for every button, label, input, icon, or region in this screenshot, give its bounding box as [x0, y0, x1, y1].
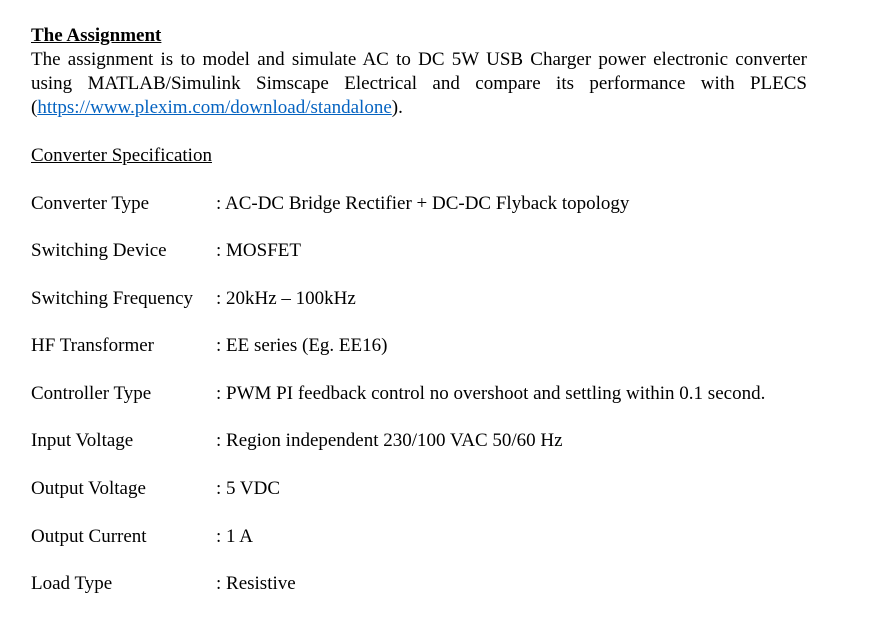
spec-row-converter-type [31, 192, 807, 216]
spec-value: : MOSFET [216, 240, 301, 262]
spec-label: Switching Frequency [31, 287, 194, 309]
spec-label: HF Transformer [31, 335, 154, 357]
plecs-download-link[interactable]: https://www.plexim.com/download/standalone [37, 97, 392, 118]
spec-row-controller-type [31, 382, 807, 406]
spec-row-load-type [31, 572, 807, 596]
spec-row-hf-transformer [31, 334, 807, 358]
assignment-paragraph [31, 48, 807, 120]
spec-row-output-current [31, 525, 807, 549]
spec-value: : 20kHz – 100kHz [216, 287, 356, 309]
spec-label: Controller Type [31, 382, 152, 404]
spec-heading: Converter Specification [31, 145, 212, 166]
spec-value: : Region independent 230/100 VAC 50/60 Hz [216, 430, 563, 452]
spec-row-input-voltage [31, 429, 807, 453]
spec-label: Output Voltage [31, 478, 146, 500]
spec-row-switching-device [31, 239, 807, 263]
assignment-text: The assignment is to model and simulate AC to DC 5W USB Charger power electronic converter using MATLAB/Simulink Simscape Electrical and compare its performance with PLECS ( [31, 49, 807, 118]
assignment-text-end: ). [391, 97, 403, 118]
spec-label: Output Current [31, 525, 147, 547]
spec-value: : PWM PI feedback control no overshoot and settling within 0.1 second. [216, 382, 766, 404]
spec-label: Switching Device [31, 240, 167, 262]
assignment-heading: The Assignment [31, 25, 162, 46]
spec-label: Converter Type [31, 192, 150, 214]
spec-list [31, 192, 807, 597]
spec-value: : Resistive [216, 573, 296, 595]
spec-value: : AC-DC Bridge Rectifier + DC-DC Flyback topology [216, 192, 630, 214]
spec-label: Input Voltage [31, 430, 134, 452]
spec-row-switching-frequency [31, 287, 807, 311]
spec-value: : 1 A [216, 525, 253, 547]
spec-value: : EE series (Eg. EE16) [216, 335, 388, 357]
spec-row-output-voltage [31, 477, 807, 501]
spec-label: Load Type [31, 573, 113, 595]
spec-value: : 5 VDC [216, 478, 281, 500]
document-page [31, 24, 807, 620]
